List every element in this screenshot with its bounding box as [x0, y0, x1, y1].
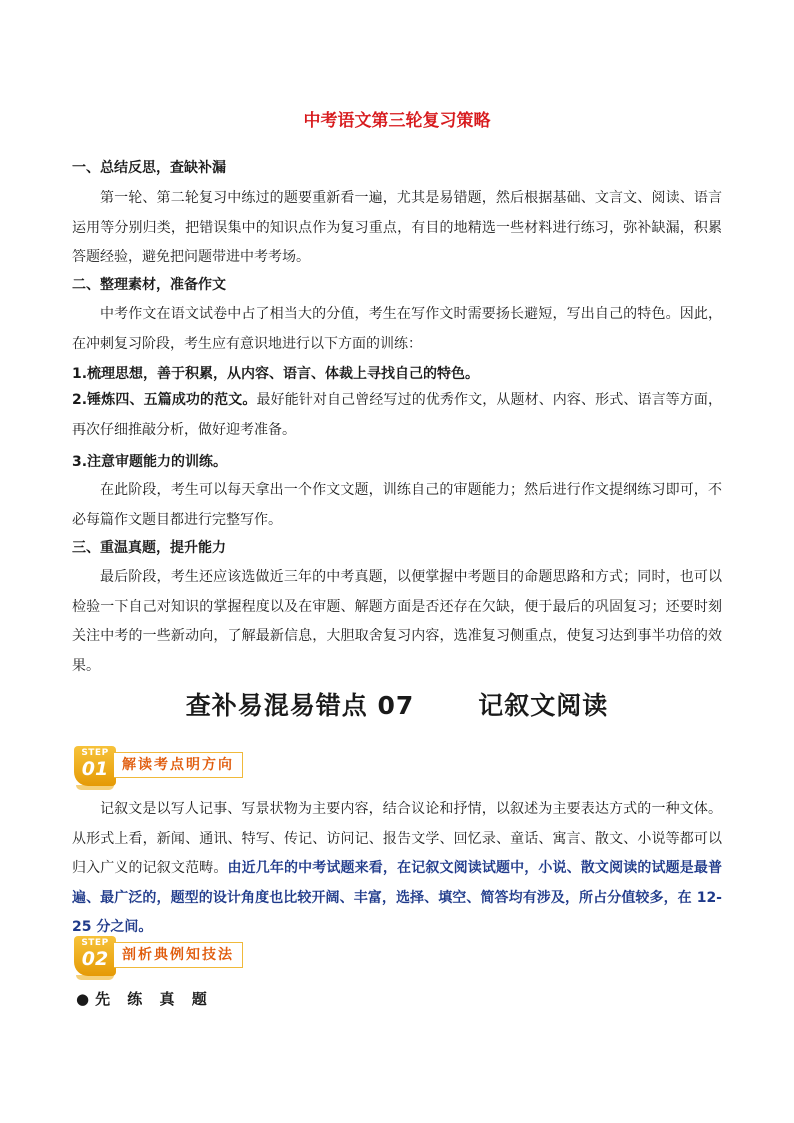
- step-02-step-text: STEP: [81, 938, 109, 948]
- section-title: [72, 686, 722, 722]
- section-2-item-2-text: 最好能针对自己曾经写过的优秀作文，从题材、内容、形式、语言等方面，再次仔细推敲分析，做好迎考准备。: [72, 392, 723, 438]
- section-2-heading: 二、整理素材，准备作文: [72, 277, 226, 293]
- document-title: 中考语文第三轮复习策略: [303, 111, 491, 131]
- step-01-step-text: STEP: [81, 748, 109, 758]
- intro-plain-text: 记叙文是以写人记事、写景状物为主要内容，结合议论和抒情，以叙述为主要表达方式的一种文体。从形式上看，新闻、通讯、特写、传记、访问记、报告文学、回忆录、童话、寓言、散文、小说等都可以归入广义的记叙文范畴。: [72, 801, 722, 876]
- section-2-item-2: [72, 386, 722, 445]
- step-01-number: 01: [81, 758, 109, 780]
- step-02-badge: [74, 936, 116, 976]
- section-1-paragraph: 第一轮、第二轮复习中练过的题要重新看一遍，尤其是易错题，然后根据基础、文言文、阅读、语言运用等分别归类，把错误集中的知识点作为复习重点，有目的地精选一些材料进行练习，弥补缺漏，积累答题经验，避免把问题带进中考考场。: [72, 190, 722, 265]
- section-3-paragraph: 最后阶段，考生还应该选做近三年的中考真题，以便掌握中考题目的命题思路和方式；同时，也可以检验一下自己对知识的掌握程度以及在审题、解题方面是否还存在欠缺，便于最后的巩固复习；还要时刻关注中考的一些新动向，了解最新信息，大胆取舍复习内容，选准复习侧重点，使复习达到事半功倍的效果。: [72, 569, 722, 674]
- step-01-banner: [72, 746, 262, 792]
- section-2-item-2-bold: 2.锤炼四、五篇成功的范文。: [72, 392, 257, 408]
- step-02-banner: [72, 936, 262, 982]
- step-01-label: 解读考点明方向: [114, 752, 243, 778]
- section-1-heading: 一、总结反思，查缺补漏: [72, 160, 226, 176]
- intro-highlight-text: 由近几年的中考试题来看，在记叙文阅读试题中，小说、散文阅读的试题是最普遍、最广泛的，题型的设计角度也比较开阔、丰富，选择、填空、简答均有涉及，所占分值较多，在 12-25 分之间。: [72, 860, 722, 935]
- intro-paragraph: [72, 795, 722, 943]
- section-3-heading: 三、重温真题，提升能力: [72, 540, 226, 556]
- section-2-item-3: 3.注意审题能力的训练。: [72, 454, 228, 470]
- section-title-left: 查补易混易错点 07: [185, 691, 415, 720]
- section-2-item-1: 1.梳理思想，善于积累，从内容、语言、体裁上寻找自己的特色。: [72, 366, 480, 382]
- practice-heading: ●先 练 真 题: [76, 990, 213, 1008]
- section-title-right: 记叙文阅读: [478, 691, 609, 720]
- step-02-number: 02: [81, 948, 109, 970]
- section-2-paragraph-2: 在此阶段，考生可以每天拿出一个作文文题，训练自己的审题能力；然后进行作文提纲练习即可，不必每篇作文题目都进行完整写作。: [72, 482, 722, 528]
- section-2-paragraph: 中考作文在语文试卷中占了相当大的分值，考生在写作文时需要扬长避短，写出自己的特色。因此，在冲刺复习阶段，考生应有意识地进行以下方面的训练：: [72, 306, 722, 352]
- step-02-label: 剖析典例知技法: [114, 942, 243, 968]
- step-01-badge: [74, 746, 116, 786]
